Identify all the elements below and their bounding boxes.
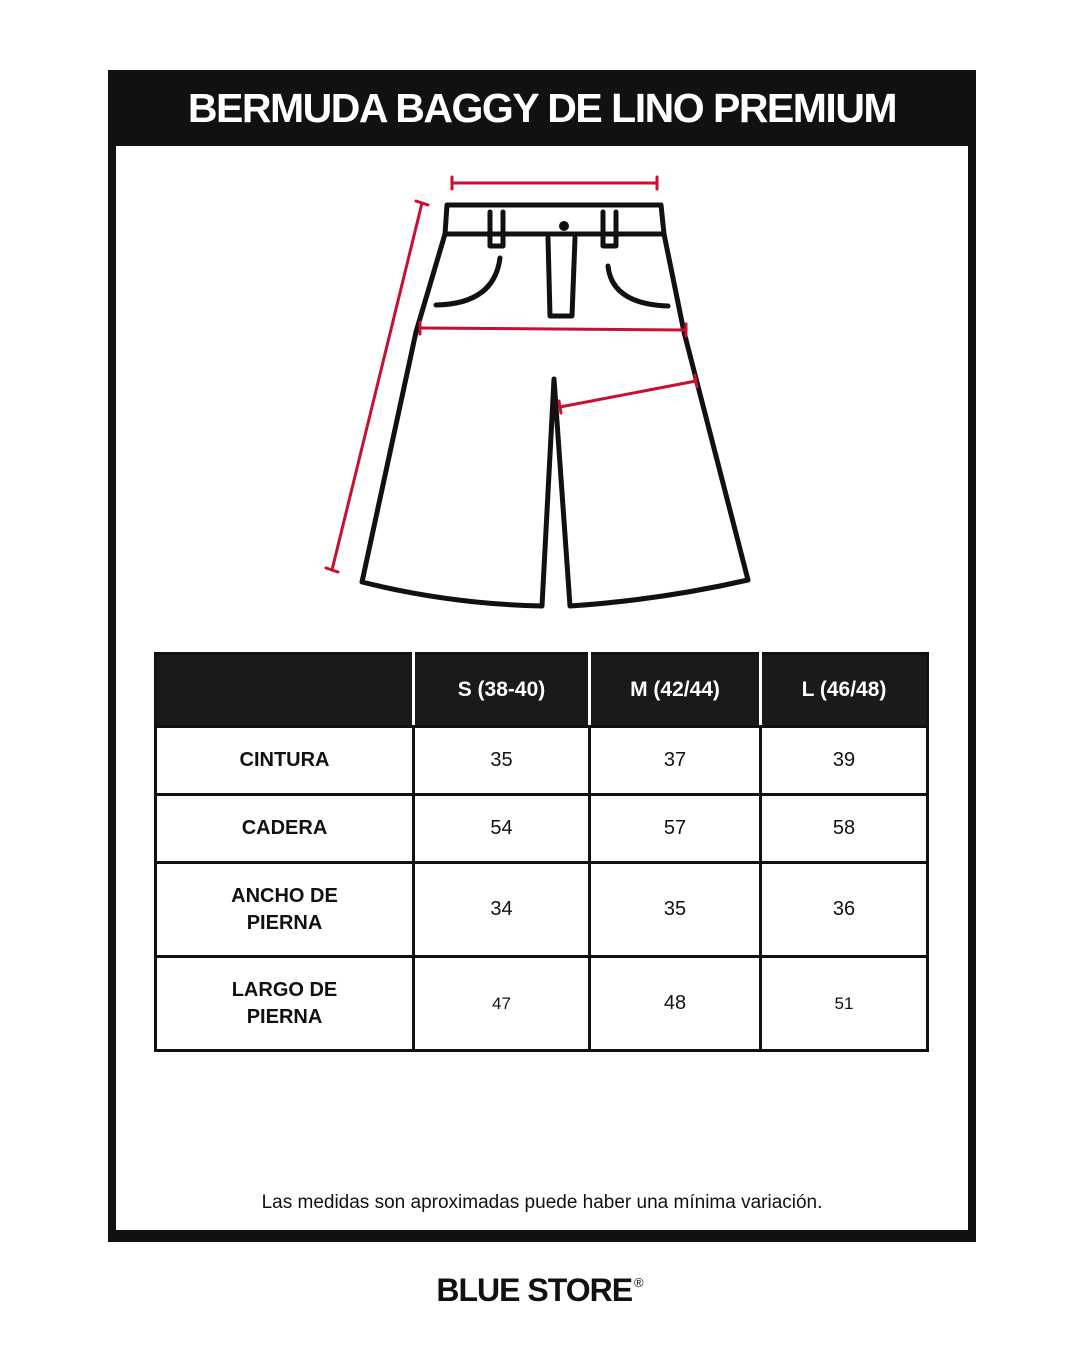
cell-cintura-m: 37: [590, 727, 761, 795]
disclaimer-text: Las medidas son aproximadas puede haber una mínima variación.: [261, 1192, 823, 1213]
size-table: [154, 652, 929, 1052]
cell-cadera-s: 54: [414, 795, 590, 863]
cell-largo-m: 48: [590, 957, 761, 1051]
row-label-cintura: CINTURA: [156, 727, 414, 795]
shorts-diagram-icon: [0, 0, 1080, 650]
size-header-s: S (38-40): [414, 654, 590, 727]
cell-ancho-m: 35: [590, 863, 761, 957]
registered-mark-icon: ®: [634, 1275, 644, 1290]
cell-cadera-l: 58: [761, 795, 928, 863]
hip-measure-line: [420, 328, 686, 330]
fly-outline: [548, 238, 575, 316]
pocket-left: [436, 258, 500, 305]
cell-cintura-l: 39: [761, 727, 928, 795]
row-label-line: ANCHO DE: [231, 884, 338, 907]
cell-cintura-s: 35: [414, 727, 590, 795]
table-row-ancho-de-pierna: [156, 863, 928, 957]
button-shape: [559, 221, 569, 231]
table-row-cintura: [156, 727, 928, 795]
size-header-l: L (46/48): [761, 654, 928, 727]
row-label-line: LARGO DE: [231, 978, 338, 1001]
pocket-right: [608, 266, 668, 306]
cell-ancho-l: 36: [761, 863, 928, 957]
table-row-cadera: [156, 795, 928, 863]
belt-loop-right: [603, 212, 616, 246]
page-title: BERMUDA BAGGY DE LINO PREMIUM: [187, 84, 897, 131]
cell-ancho-s: 34: [414, 863, 590, 957]
table-header-corner: [156, 654, 414, 727]
table-row-largo-de-pierna: [156, 957, 928, 1051]
brand-logo: [0, 1272, 1080, 1309]
row-label-line: PIERNA: [246, 1005, 323, 1028]
cell-largo-l: 51: [761, 957, 928, 1051]
belt-loop-left: [490, 212, 503, 246]
row-label-ancho-de-pierna: [156, 863, 414, 957]
brand-name: BLUE STORE: [436, 1272, 633, 1308]
waistband-outline: [445, 205, 664, 234]
cell-cadera-m: 57: [590, 795, 761, 863]
cell-largo-s: 47: [414, 957, 590, 1051]
table-header-row: [156, 654, 928, 727]
row-label-line: PIERNA: [246, 911, 323, 934]
row-label-cadera: CADERA: [156, 795, 414, 863]
leg-width-measure-line: [560, 381, 696, 407]
shorts-outline: [362, 234, 748, 606]
size-header-m: M (42/44): [590, 654, 761, 727]
row-label-largo-de-pierna: [156, 957, 414, 1051]
